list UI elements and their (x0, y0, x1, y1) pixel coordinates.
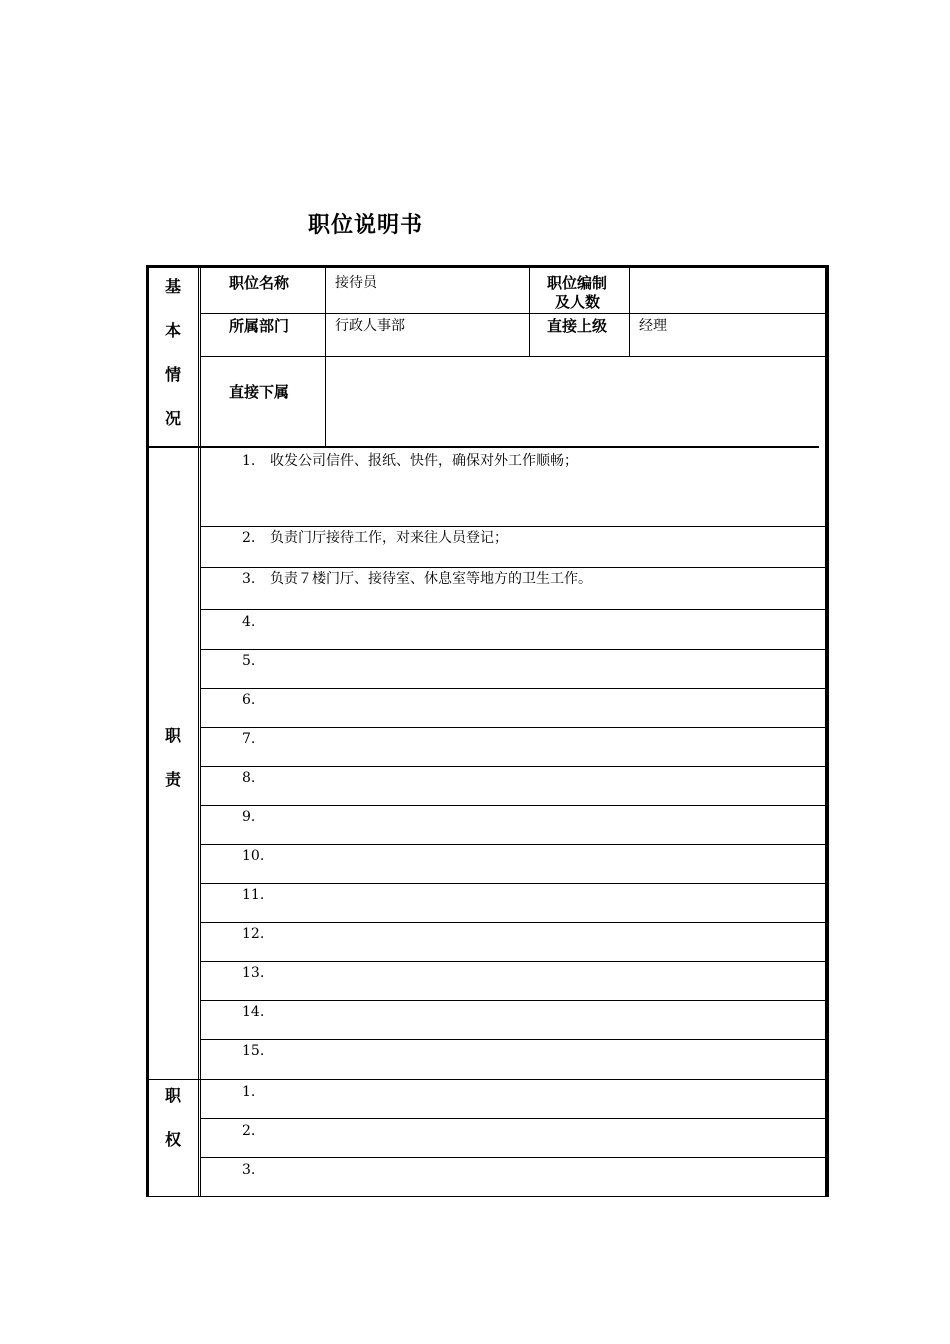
duty-row-divider (200, 609, 825, 610)
list-item (242, 1161, 270, 1179)
list-item (242, 808, 270, 826)
table-border-top (146, 265, 829, 268)
table-border-left (146, 265, 149, 1197)
duty-row-divider (200, 766, 825, 767)
list-item (242, 652, 270, 670)
list-item-number: 10. (242, 848, 265, 864)
list-item (242, 847, 270, 865)
list-item (242, 730, 270, 748)
list-item-number: 6. (242, 692, 256, 708)
list-item-text: 负责７楼门厅、接待室、休息室等地方的卫生工作。 (270, 571, 592, 587)
list-item-number: 2. (242, 530, 256, 546)
row-divider-2 (200, 356, 825, 357)
duty-row-divider (200, 1039, 825, 1040)
list-item (242, 964, 270, 982)
list-item-number: 11. (242, 887, 265, 903)
list-item-number: 9. (242, 809, 256, 825)
list-item (242, 1083, 270, 1101)
row-divider-1 (200, 313, 825, 314)
duty-row-divider (200, 567, 825, 568)
duty-row-divider (200, 688, 825, 689)
list-item (242, 452, 578, 470)
list-item (242, 1003, 270, 1021)
list-item-number: 7. (242, 731, 256, 747)
section-char-zhi: 职 (164, 1086, 181, 1105)
section-column-divider (198, 268, 199, 1197)
mid-divider-left (529, 268, 530, 356)
list-item (242, 1122, 270, 1140)
list-item-number: 1. (242, 453, 256, 469)
department-value: 行政人事部 (335, 318, 405, 334)
document-title: 职位说明书 (308, 213, 424, 238)
section-char-ji: 基 (164, 277, 181, 296)
duty-row-divider (200, 844, 825, 845)
section-char-qing: 情 (164, 365, 181, 384)
list-item-number: 8. (242, 770, 256, 786)
subordinate-label: 直接下属 (229, 383, 290, 401)
list-item-text: 收发公司信件、报纸、快件，确保对外工作顺畅； (270, 453, 578, 469)
list-item-number: 5. (242, 653, 256, 669)
list-item-number: 12. (242, 926, 265, 942)
table-border-bottom (149, 1196, 825, 1197)
headcount-label-line1: 职位编制 (547, 274, 608, 292)
list-item-number: 15. (242, 1043, 265, 1059)
section-char-kuang: 况 (164, 409, 181, 428)
superior-value: 经理 (639, 318, 667, 334)
department-label: 所属部门 (229, 317, 290, 335)
duty-row-divider (200, 1000, 825, 1001)
section-char-ben: 本 (164, 321, 181, 340)
list-item (242, 886, 270, 904)
job-description-table (146, 265, 829, 1197)
section-divider-basic-duties (149, 446, 819, 448)
section-column-divider-inner (200, 268, 201, 1197)
duty-row-divider (200, 805, 825, 806)
duty-row-divider (200, 961, 825, 962)
list-item (242, 769, 270, 787)
superior-label: 直接上级 (547, 317, 608, 335)
list-item (242, 925, 270, 943)
list-item (242, 691, 270, 709)
list-item-number: 4. (242, 614, 256, 630)
duty-row-divider (200, 922, 825, 923)
list-item-number: 14. (242, 1004, 265, 1020)
list-item-number: 3. (242, 1162, 256, 1178)
list-item-number: 3. (242, 571, 256, 587)
job-title-value: 接待员 (335, 275, 377, 291)
list-item (242, 570, 592, 588)
authority-row-divider (200, 1157, 825, 1158)
mid-divider-right (629, 268, 630, 356)
list-item-text: 负责门厅接待工作，对来往人员登记； (270, 530, 508, 546)
table-border-right (825, 265, 829, 1197)
list-item (242, 613, 270, 631)
duty-row-divider (200, 883, 825, 884)
section-divider-duties-authority (149, 1079, 825, 1080)
list-item-number: 2. (242, 1123, 256, 1139)
headcount-label-line2: 及人数 (555, 293, 601, 311)
section-char-quan: 权 (164, 1130, 181, 1149)
section-char-ze: 责 (164, 770, 181, 789)
list-item (242, 529, 508, 547)
duty-row-divider (200, 727, 825, 728)
list-item-number: 1. (242, 1084, 256, 1100)
label-value-divider (325, 268, 326, 447)
job-title-label: 职位名称 (229, 274, 290, 292)
section-char-zhi: 职 (164, 726, 181, 745)
list-item-number: 13. (242, 965, 265, 981)
authority-row-divider (200, 1118, 825, 1119)
list-item (242, 1042, 270, 1060)
duty-row-divider (200, 649, 825, 650)
duty-row-divider (200, 526, 825, 527)
